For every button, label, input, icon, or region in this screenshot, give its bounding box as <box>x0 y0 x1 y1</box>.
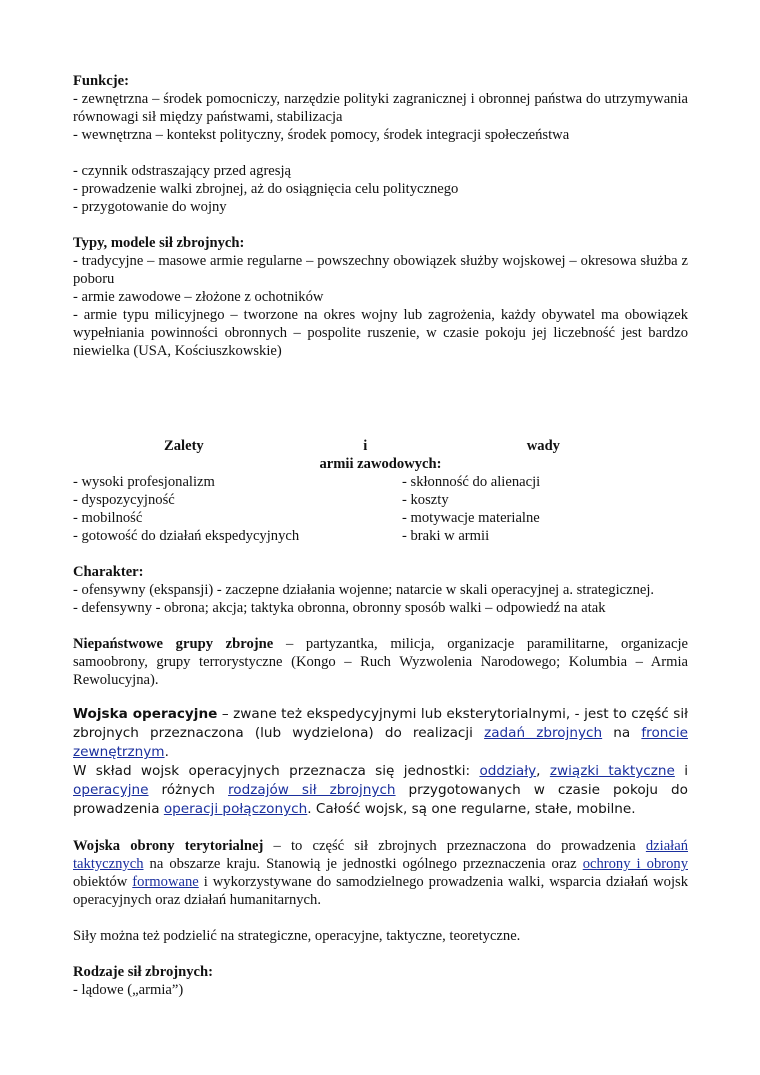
funkcje-item: - zewnętrzna – środek pomocniczy, narzędzie polityki zagranicznej i obronnej państwa do utrzymywania równowagi sił między państwami, stabilizacja <box>73 91 688 125</box>
wada-item: - koszty <box>402 492 449 508</box>
zalety-heading: Zalety <box>164 438 204 454</box>
sily-paragraph: Siły można też podzielić na strategiczne, operacyjne, taktyczne, teoretyczne. <box>73 928 521 944</box>
wady-heading: wady <box>526 438 560 454</box>
funkcje-item: - czynnik odstraszający przed agresją <box>73 163 291 179</box>
zalety-wady-heading <box>73 437 688 455</box>
link-zwiazki-taktyczne[interactable]: związki taktyczne <box>549 763 675 779</box>
zaleta-item: - dyspozycyjność <box>73 492 175 508</box>
link-formowane[interactable]: formowane <box>132 874 199 890</box>
operacyjne-paragraph-2: W skład wojsk operacyjnych przeznacza się jednostki: oddziały, związki taktyczne i operacyjne różnych rodzajów sił zbrojnych przygotowanych w czasie pokoju do prowadzenia operacji połączonych. Całość wojsk, są one regularne, stałe, mobilne. <box>73 763 688 817</box>
section-funkcje <box>73 72 688 216</box>
charakter-item: - defensywny - obrona; akcja; taktyka obronna, obronny sposób walki – odpowiedź na atak <box>73 600 606 616</box>
niepanstwowe-term: Niepaństwowe grupy zbrojne <box>73 636 274 652</box>
section-rodzaje <box>73 963 688 999</box>
rodzaje-heading: Rodzaje sił zbrojnych: <box>73 964 213 980</box>
wada-item: - motywacje materialne <box>402 510 540 526</box>
rodzaje-item: - lądowe („armia”) <box>73 982 184 998</box>
typy-item: - armie zawodowe – złożone z ochotników <box>73 289 324 305</box>
section-terytorialne <box>73 837 688 909</box>
link-rodzajow-sil-zbrojnych[interactable]: rodzajów sił zbrojnych <box>228 782 396 798</box>
section-charakter <box>73 563 688 617</box>
funkcje-item: - przygotowanie do wojny <box>73 199 227 215</box>
link-ochrony-i-obrony[interactable]: ochrony i obrony <box>582 856 688 872</box>
charakter-item: - ofensywny (ekspansji) - zaczepne działania wojenne; natarcie w skali operacyjnej a. strategicznej. <box>73 582 655 598</box>
link-zadan-zbrojnych[interactable]: zadań zbrojnych <box>484 725 603 741</box>
wada-item: - skłonność do alienacji <box>402 474 541 490</box>
terytorialne-term: Wojska obrony terytorialnej <box>73 838 264 854</box>
funkcje-item: - wewnętrzna – kontekst polityczny, środek pomocy, środek integracji społeczeństwa <box>73 127 570 143</box>
terytorialne-paragraph: Wojska obrony terytorialnej – to część sił zbrojnych przeznaczona do prowadzenia działań taktycznych na obszarze kraju. Stanowią je jednostki ogólnego przeznaczenia oraz ochrony i obrony obiektów formowane i wykorzystywane do samodzielnego prowadzenia walki, wsparcia działań wojsk operacyjnych oraz działań humanitarnych. <box>73 838 689 908</box>
zaleta-item: - wysoki profesjonalizm <box>73 474 215 490</box>
operacyjne-paragraph-1: Wojska operacyjne – zwane też ekspedycyjnymi lub eksterytorialnymi, - jest to część sił zbrojnych przeznaczona (lub wydzielona) do realizacji zadań zbrojnych na froncie zewnętrznym. <box>73 706 688 760</box>
funkcje-heading: Funkcje: <box>73 73 129 89</box>
section-operacyjne <box>73 705 688 819</box>
section-niepanstwowe <box>73 635 688 689</box>
typy-item: - tradycyjne – masowe armie regularne – powszechny obowiązek służby wojskowej – okresowa służba z poboru <box>73 253 688 287</box>
zalety-wady-columns <box>73 473 688 545</box>
wada-item: - braki w armii <box>402 528 490 544</box>
zaleta-item: - mobilność <box>73 510 143 526</box>
link-operacji-polaczonych[interactable]: operacji połączonych <box>163 801 308 817</box>
link-oddzialy[interactable]: oddziały <box>479 763 537 779</box>
document-page <box>73 72 688 999</box>
typy-heading: Typy, modele sił zbrojnych: <box>73 235 245 251</box>
zaleta-item: - gotowość do działań ekspedycyjnych <box>73 528 300 544</box>
funkcje-item: - prowadzenie walki zbrojnej, aż do osiągnięcia celu politycznego <box>73 181 459 197</box>
operacyjne-term: Wojska operacyjne <box>73 706 218 722</box>
wady-list <box>402 473 688 545</box>
zalety-list <box>73 473 402 545</box>
i-heading: i <box>363 438 368 454</box>
link-dzialan-taktycznych[interactable]: działań taktycznych <box>73 838 689 872</box>
section-typy <box>73 234 688 360</box>
typy-item: - armie typu milicyjnego – tworzone na okres wojny lub zagrożenia, każdy obywatel ma obowiązek wypełniania powinności obronnych – pospolite ruszenie, w czasie pokoju jej liczebność jest bardzo niewielka (USA, Kościuszkowskie) <box>73 307 688 359</box>
niepanstwowe-paragraph: Niepaństwowe grupy zbrojne – partyzantka, milicja, organizacje paramilitarne, organizacje samoobrony, grupy terrorystyczne (Kongo – Ruch Wyzwolenia Narodowego; Kolumbia – Armia Rewolucyjna). <box>73 636 689 688</box>
section-sily <box>73 927 688 945</box>
link-operacyjne[interactable]: operacyjne <box>73 782 149 798</box>
section-zalety-wady <box>73 437 688 545</box>
zalety-wady-subheading: armii zawodowych: <box>319 456 442 472</box>
link-froncie-zewnetrznym[interactable]: froncie zewnętrznym <box>73 725 688 760</box>
charakter-heading: Charakter: <box>73 564 144 580</box>
